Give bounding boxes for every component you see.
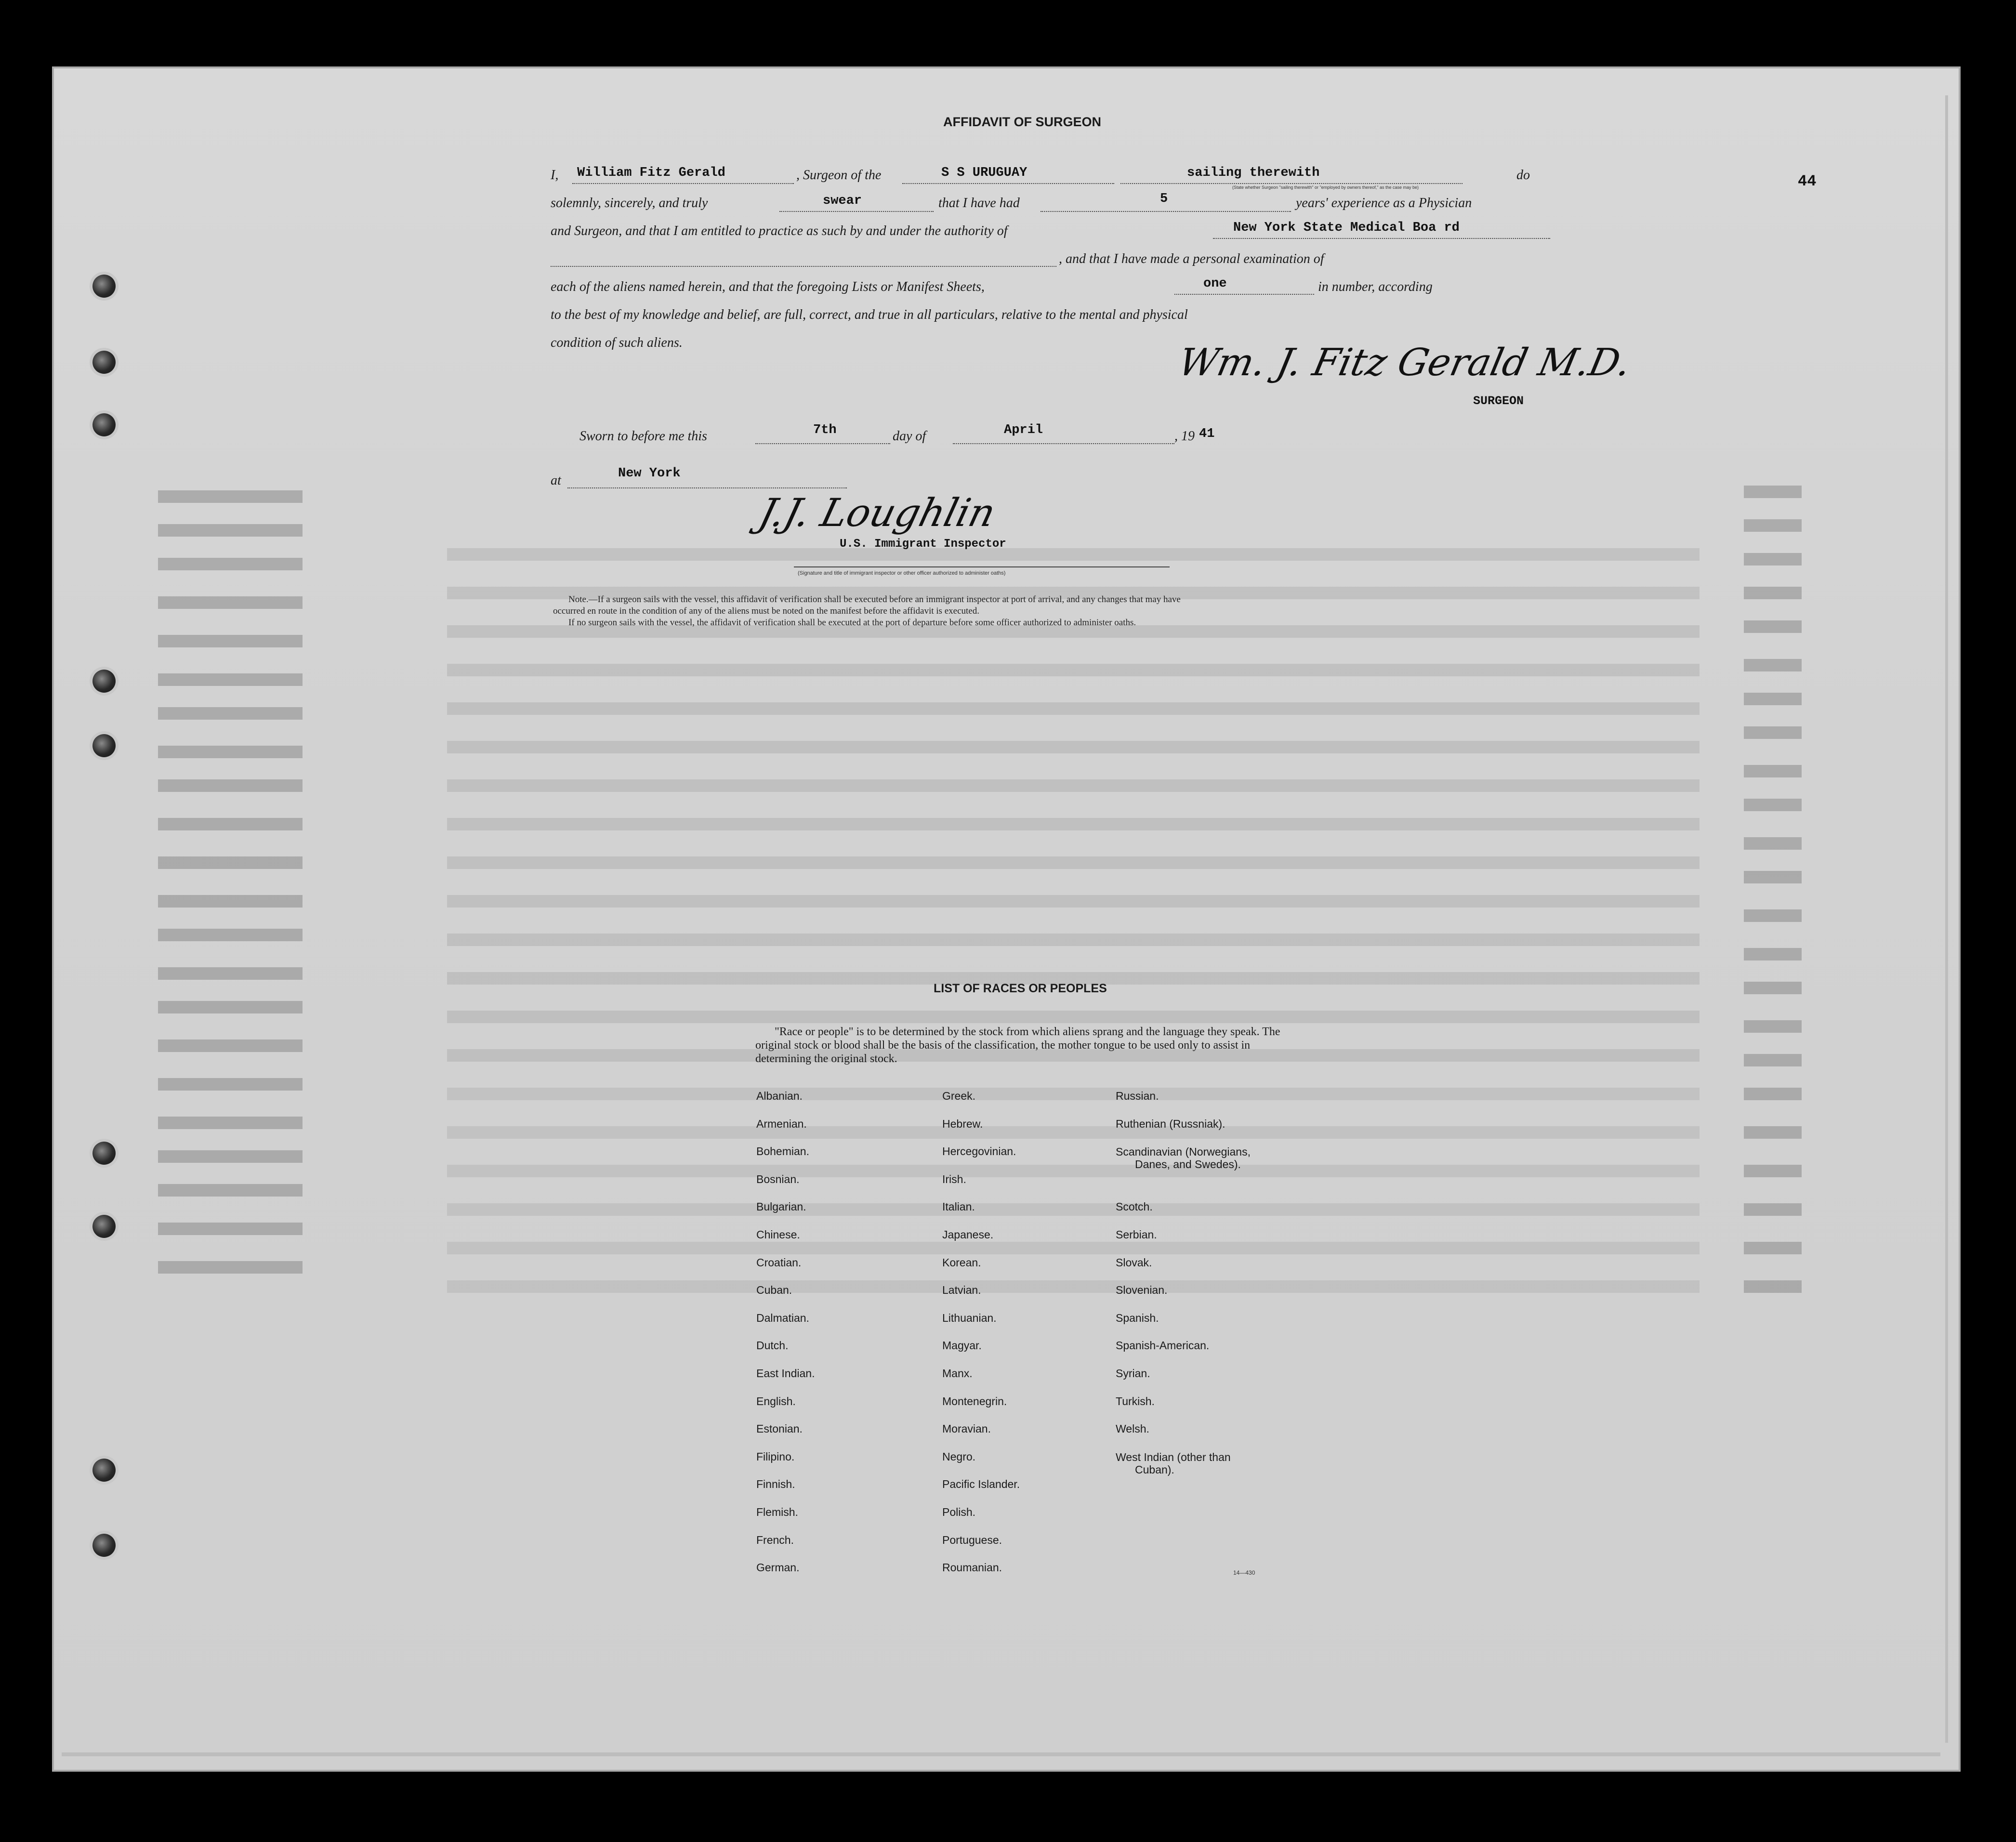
fill-line: [953, 443, 1174, 444]
text-at: at: [551, 473, 561, 488]
race-item: Lithuanian.: [942, 1311, 997, 1324]
race-item: Portuguese.: [942, 1533, 1002, 1546]
text-solemnly: solemnly, sincerely, and truly: [551, 196, 708, 211]
fill-line: [902, 183, 1114, 184]
race-item: Manx.: [942, 1367, 973, 1380]
race-item: Dalmatian.: [756, 1311, 809, 1324]
sworn-year: 41: [1199, 427, 1215, 441]
surgeon-name: William Fitz Gerald: [577, 166, 725, 180]
race-item: Korean.: [942, 1256, 981, 1269]
race-item: Hebrew.: [942, 1117, 983, 1130]
races-title: LIST OF RACES OR PEOPLES: [934, 982, 1107, 995]
race-item: Slovenian.: [1116, 1284, 1168, 1296]
page-title: AFFIDAVIT OF SURGEON: [943, 115, 1101, 129]
manifest-sheets-count: one: [1203, 276, 1227, 291]
text-and-surgeon: and Surgeon, and that I am entitled to practice as such by and under the authority of: [551, 224, 1008, 238]
race-item: Spanish.: [1116, 1312, 1159, 1324]
race-item: Scotch.: [1116, 1200, 1153, 1213]
note-line-2: occurred en route in the condition of any of the aliens must be noted on the manifest before the affidavit is executed.: [553, 606, 979, 616]
race-item: Cuban).: [1135, 1463, 1174, 1476]
race-item: Italian.: [942, 1200, 975, 1213]
fill-line: [567, 487, 847, 488]
binder-hole: [92, 1142, 116, 1165]
manifest-page: [52, 66, 1961, 1772]
race-item: Syrian.: [1116, 1367, 1150, 1380]
signature-line: [794, 566, 1170, 567]
race-item: Welsh.: [1116, 1422, 1149, 1435]
race-item: East Indian.: [756, 1367, 815, 1380]
text-condition: condition of such aliens.: [551, 335, 683, 350]
race-item: Danes, and Swedes).: [1135, 1158, 1241, 1171]
binder-hole: [92, 670, 116, 693]
surgeon-signature: Wm. J. Fitz Gerald M.D.: [1174, 341, 1635, 384]
race-item: Pacific Islander.: [942, 1478, 1020, 1491]
inspector-title: U.S. Immigrant Inspector: [840, 538, 1006, 551]
page-number: 44: [1798, 172, 1817, 190]
fill-line: [1174, 294, 1314, 295]
sailing-status: sailing therewith: [1187, 166, 1320, 180]
fill-line: [551, 266, 1056, 267]
race-item: Bohemian.: [756, 1145, 809, 1158]
binder-hole: [92, 275, 116, 298]
race-item: Chinese.: [756, 1228, 800, 1241]
medical-authority: New York State Medical Boa rd: [1233, 221, 1460, 235]
fill-line: [572, 183, 794, 184]
sheet-edge: [1945, 95, 1948, 1743]
race-item: Bulgarian.: [756, 1200, 806, 1213]
fill-line: [755, 443, 890, 444]
sworn-month: April: [1004, 423, 1043, 437]
text-surgeon-of: , Surgeon of the: [796, 168, 882, 183]
race-item: Polish.: [942, 1506, 976, 1518]
race-item: English.: [756, 1395, 796, 1408]
race-item: Latvian.: [942, 1284, 981, 1297]
text-years-exp: years' experience as a Physician: [1296, 196, 1472, 211]
vessel-name: S S URUGUAY: [941, 166, 1028, 180]
race-item: Estonian.: [756, 1422, 803, 1435]
text-examination: , and that I have made a personal examination of: [1059, 251, 1324, 266]
text-year-prefix: , 19: [1174, 429, 1195, 444]
race-item: Dutch.: [756, 1339, 789, 1352]
binder-hole: [92, 1534, 116, 1557]
text-day-of: day of: [893, 429, 926, 444]
race-item: Scandinavian (Norwegians,: [1116, 1145, 1251, 1158]
text-have-had: that I have had: [938, 196, 1020, 211]
race-item: Hercegovinian.: [942, 1145, 1016, 1158]
sheet-edge: [62, 1752, 1940, 1756]
surgeon-title: SURGEON: [1473, 394, 1524, 408]
race-item: Finnish.: [756, 1478, 795, 1491]
race-item: Negro.: [942, 1450, 976, 1463]
race-item: Moravian.: [942, 1422, 991, 1435]
fill-line: [1041, 211, 1291, 212]
binder-hole: [92, 1459, 116, 1482]
race-item: Filipino.: [756, 1450, 795, 1463]
race-item: German.: [756, 1561, 800, 1574]
race-item: Bosnian.: [756, 1172, 800, 1185]
race-item: Irish.: [942, 1172, 966, 1185]
race-item: West Indian (other than: [1116, 1451, 1231, 1463]
binder-hole: [92, 413, 116, 436]
race-item: Flemish.: [756, 1506, 798, 1518]
fill-line: [779, 211, 934, 212]
race-item: Slovak.: [1116, 1256, 1152, 1269]
text-do: do: [1516, 168, 1530, 183]
binder-hole: [92, 1215, 116, 1238]
state-note: (State whether Surgeon "sailing therewith" or "employed by owners thereof," as the case may be): [1232, 185, 1419, 190]
race-item: French.: [756, 1533, 794, 1546]
text-best-knowledge: to the best of my knowledge and belief, are full, correct, and true in all particulars, relative to the mental and physical: [551, 307, 1188, 322]
text-sworn-prefix: Sworn to before me this: [580, 429, 707, 444]
years-experience: 5: [1160, 192, 1168, 206]
races-intro: "Race or people" is to be determined by the stock from which aliens sprang and the language they speak. The original stock or blood shall be the basis of the classification, the mother tongue to be used only to assist in determining the original stock.: [755, 1026, 1280, 1065]
inspector-signature: J.J. Loughlin: [754, 490, 1000, 535]
race-item: Montenegrin.: [942, 1395, 1007, 1408]
race-item: Cuban.: [756, 1284, 792, 1297]
fill-line: [1120, 183, 1463, 184]
race-item: Albanian.: [756, 1090, 803, 1102]
race-item: Ruthenian (Russniak).: [1116, 1118, 1225, 1130]
race-item: Turkish.: [1116, 1395, 1155, 1408]
note-line-1: Note.—If a surgeon sails with the vessel, this affidavit of verification shall be executed before an immigrant inspector at port of arrival, and any changes that may have: [568, 594, 1181, 605]
sworn-place: New York: [618, 466, 681, 481]
form-number: 14—430: [1233, 1569, 1255, 1576]
race-item: Roumanian.: [942, 1561, 1002, 1574]
text-each-alien: each of the aliens named herein, and that the foregoing Lists or Manifest Sheets,: [551, 279, 985, 294]
race-item: Serbian.: [1116, 1228, 1157, 1241]
race-item: Russian.: [1116, 1090, 1159, 1102]
inspector-caption: (Signature and title of immigrant inspector or other officer authorized to administer oaths): [798, 570, 1006, 576]
race-item: Armenian.: [756, 1117, 807, 1130]
binder-hole: [92, 351, 116, 374]
race-item: Japanese.: [942, 1228, 994, 1241]
race-item: Greek.: [942, 1090, 976, 1102]
text-in-number: in number, according: [1318, 279, 1433, 294]
note-line-3: If no surgeon sails with the vessel, the affidavit of verification shall be executed at the port of departure before some officer authorized to administer oaths.: [568, 618, 1136, 628]
oath-word: swear: [823, 194, 862, 208]
binder-hole: [92, 734, 116, 757]
fill-line: [1213, 238, 1550, 239]
race-item: Magyar.: [942, 1339, 982, 1352]
text-i: I,: [551, 168, 559, 183]
sworn-day: 7th: [813, 423, 837, 437]
race-item: Spanish-American.: [1116, 1339, 1210, 1352]
race-item: Croatian.: [756, 1256, 802, 1269]
